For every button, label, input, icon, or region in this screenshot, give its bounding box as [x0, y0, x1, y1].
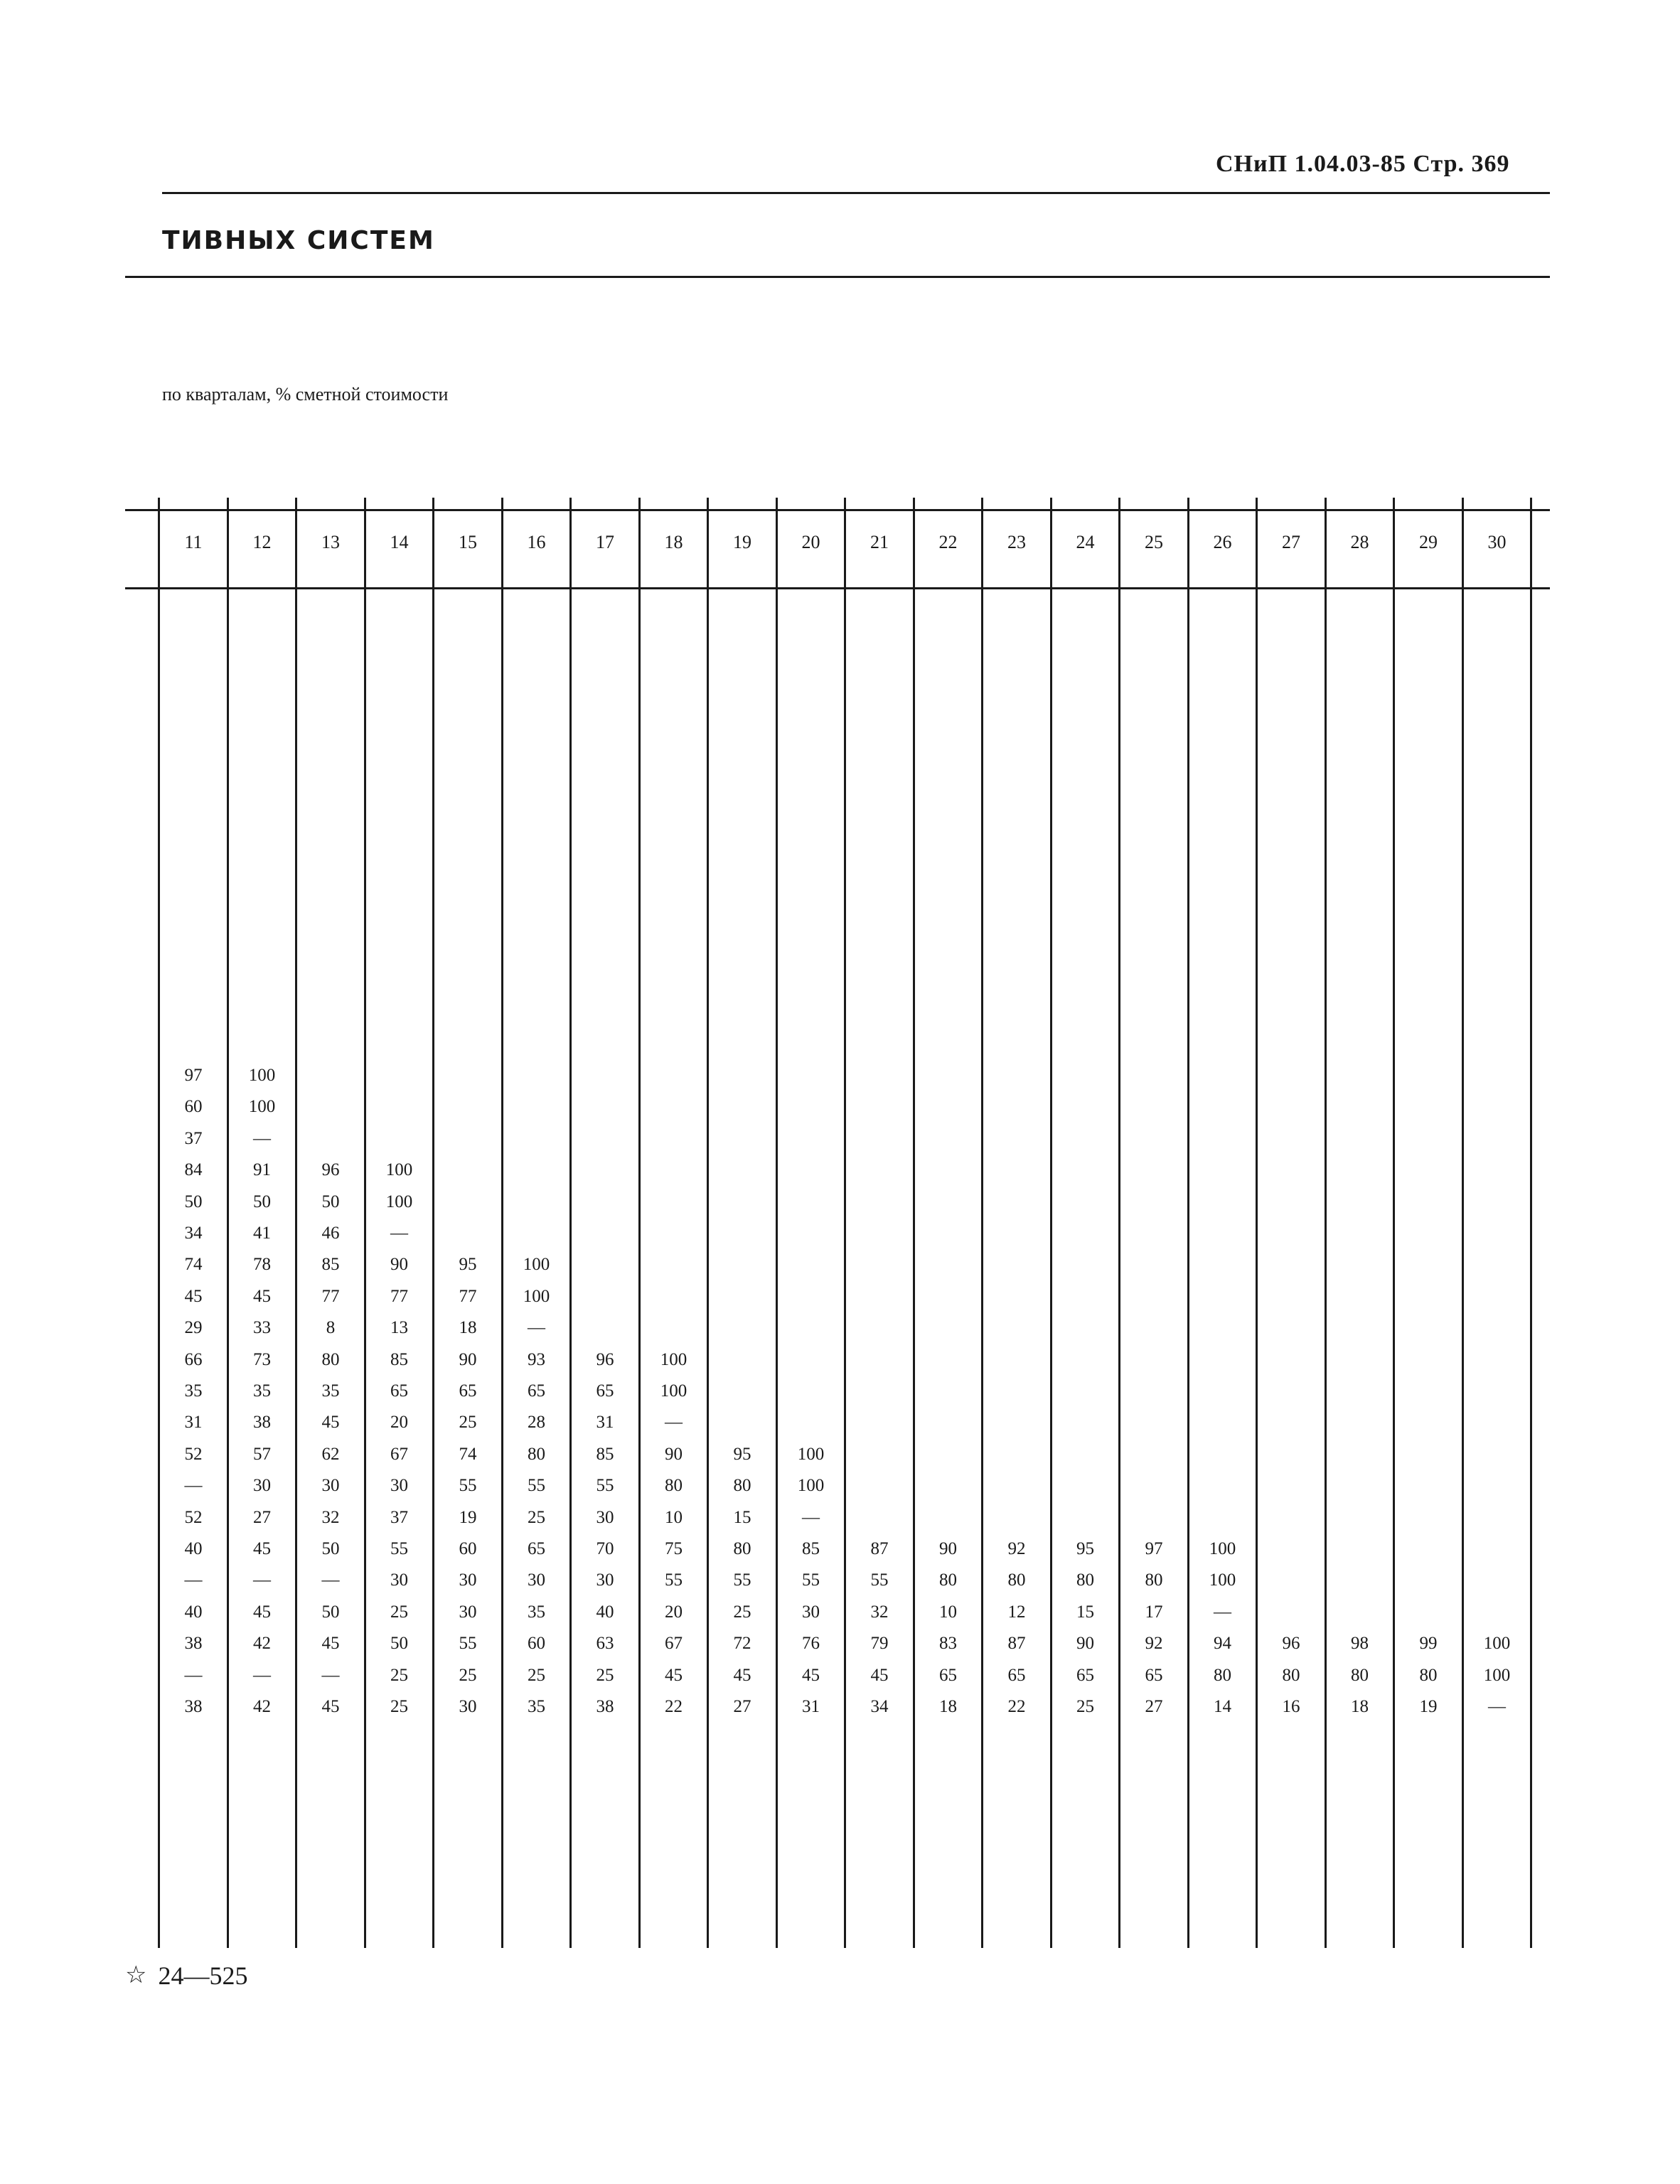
- table-cell: 80: [733, 1539, 751, 1558]
- table-cell: 31: [596, 1413, 614, 1433]
- table-cell: 80: [528, 1444, 545, 1464]
- table-cell: —: [1488, 1697, 1506, 1716]
- table-cell: 55: [802, 1570, 820, 1590]
- table-cell: 96: [1282, 1634, 1300, 1654]
- table-cell: 67: [665, 1634, 683, 1654]
- table-cell: 38: [596, 1697, 614, 1716]
- table-cell: 52: [184, 1507, 203, 1527]
- table-cell: 70: [596, 1539, 614, 1558]
- table-cell: 95: [1076, 1539, 1094, 1558]
- table-cell: 77: [459, 1286, 477, 1306]
- table-cell: 76: [802, 1634, 820, 1654]
- table-cell: 38: [253, 1413, 271, 1433]
- table-cell: 78: [253, 1255, 271, 1275]
- table-cell: 27: [733, 1697, 751, 1716]
- table-top-rule: [125, 509, 1550, 511]
- table-cell: 41: [253, 1224, 271, 1243]
- table-cell: 30: [253, 1476, 271, 1496]
- table-cell: 65: [1145, 1665, 1163, 1685]
- table-cell: 57: [253, 1444, 271, 1464]
- table-cell: 45: [733, 1665, 751, 1685]
- table-cell: 25: [390, 1602, 408, 1622]
- table-cell: 99: [1419, 1634, 1438, 1654]
- table-cell: 22: [1007, 1697, 1026, 1716]
- table-cell: 45: [253, 1539, 271, 1558]
- table-cell: 35: [253, 1381, 271, 1401]
- table-cell: 18: [939, 1697, 957, 1716]
- table-cell: 29: [184, 1318, 203, 1338]
- table-cell: 80: [321, 1349, 340, 1369]
- table-cell: 74: [184, 1255, 203, 1275]
- table-cell: 46: [321, 1224, 340, 1243]
- table-cell: 92: [1145, 1634, 1163, 1654]
- table-cell: 66: [184, 1349, 203, 1369]
- table-cell: 77: [321, 1286, 340, 1306]
- table-cell: 65: [596, 1381, 614, 1401]
- table-cell: 87: [870, 1539, 889, 1558]
- table-cell: 40: [596, 1602, 614, 1622]
- table-cell: 19: [459, 1507, 477, 1527]
- table-cell: 45: [253, 1602, 271, 1622]
- table-cell: 77: [390, 1286, 408, 1306]
- table-cell: 97: [184, 1066, 203, 1085]
- table-cell: 25: [459, 1665, 477, 1685]
- table-cell: 27: [253, 1507, 271, 1527]
- table-cell: 87: [1007, 1634, 1026, 1654]
- column-divider: [913, 498, 915, 1948]
- table-cell: 95: [459, 1255, 477, 1275]
- table-cell: 92: [1007, 1539, 1026, 1558]
- table-cell: 100: [385, 1192, 413, 1211]
- table-cell: 52: [184, 1444, 203, 1464]
- table-cell: 100: [1483, 1665, 1511, 1685]
- table-cell: 100: [248, 1066, 276, 1085]
- table-cell: 25: [528, 1665, 545, 1685]
- table-cell: 37: [184, 1128, 203, 1148]
- table-cell: 25: [459, 1413, 477, 1433]
- table-cell: 80: [1419, 1665, 1438, 1685]
- table-cell: 50: [390, 1634, 408, 1654]
- table-cell: 85: [596, 1444, 614, 1464]
- table-cell: 35: [528, 1697, 545, 1716]
- table-cell: 90: [459, 1349, 477, 1369]
- table-cell: 96: [321, 1160, 340, 1180]
- column-header: 22: [938, 532, 958, 552]
- table-cell: 34: [870, 1697, 889, 1716]
- table-cell: 40: [184, 1539, 203, 1558]
- table-cell: 20: [665, 1602, 683, 1622]
- table-cell: 62: [321, 1444, 340, 1464]
- table-cell: 50: [321, 1192, 340, 1211]
- column-header: 20: [801, 532, 820, 552]
- column-divider: [1462, 498, 1464, 1948]
- table-cell: 30: [321, 1476, 340, 1496]
- table-cell: 100: [660, 1381, 687, 1401]
- table-cell: 91: [253, 1160, 271, 1180]
- header-rule: [162, 192, 1550, 194]
- table-cell: 30: [459, 1570, 477, 1590]
- table-cell: 38: [184, 1634, 203, 1654]
- table-cell: 65: [1007, 1665, 1026, 1685]
- column-divider: [844, 498, 846, 1948]
- table-cell: 27: [1145, 1697, 1163, 1716]
- table-cell: 25: [596, 1665, 614, 1685]
- column-divider: [638, 498, 641, 1948]
- table-cell: 35: [528, 1602, 545, 1622]
- table-cell: 38: [184, 1697, 203, 1716]
- table-cell: 31: [184, 1413, 203, 1433]
- table-cell: 55: [459, 1476, 477, 1496]
- table-cell: 100: [523, 1286, 550, 1306]
- table-cell: 80: [733, 1476, 751, 1496]
- table-cell: 30: [596, 1570, 614, 1590]
- table-cell: —: [253, 1570, 271, 1590]
- table-cell: 65: [939, 1665, 957, 1685]
- table-cell: 28: [528, 1413, 545, 1433]
- table-header-rule: [125, 587, 1550, 589]
- table-cell: 55: [596, 1476, 614, 1496]
- column-divider: [1530, 498, 1532, 1948]
- table-cell: 94: [1214, 1634, 1231, 1654]
- table-cell: 30: [459, 1697, 477, 1716]
- table-cell: 17: [1145, 1602, 1163, 1622]
- table-cell: 10: [939, 1602, 957, 1622]
- table-cell: 30: [596, 1507, 614, 1527]
- table-cell: 10: [665, 1507, 683, 1527]
- table-cell: 55: [390, 1539, 408, 1558]
- column-header: 27: [1282, 532, 1300, 552]
- table-cell: 72: [733, 1634, 751, 1654]
- table-cell: 65: [390, 1381, 408, 1401]
- table-cell: 42: [253, 1697, 271, 1716]
- table-cell: —: [321, 1665, 340, 1685]
- table-cell: 45: [321, 1634, 340, 1654]
- table-cell: —: [1214, 1602, 1231, 1622]
- table-cell: 50: [321, 1602, 340, 1622]
- column-header: 24: [1076, 532, 1095, 552]
- column-divider: [569, 498, 572, 1948]
- table-cell: 12: [1007, 1602, 1026, 1622]
- table-cell: 45: [184, 1286, 203, 1306]
- table-cell: 15: [733, 1507, 751, 1527]
- column-header: 21: [870, 532, 889, 552]
- table-cell: 15: [1076, 1602, 1094, 1622]
- table-cell: 55: [733, 1570, 751, 1590]
- column-divider: [981, 498, 983, 1948]
- table-cell: 50: [184, 1192, 203, 1211]
- table-cell: 83: [939, 1634, 957, 1654]
- title-rule: [125, 276, 1550, 278]
- footer: [125, 1961, 247, 1991]
- table-cell: 100: [248, 1097, 276, 1117]
- sheet-ref: 24—525: [158, 1961, 248, 1990]
- table-cell: 18: [459, 1318, 477, 1338]
- column-divider: [776, 498, 778, 1948]
- table-cell: 30: [802, 1602, 820, 1622]
- table-cell: 35: [321, 1381, 340, 1401]
- table-cell: 98: [1351, 1634, 1369, 1654]
- table-cell: 30: [390, 1476, 408, 1496]
- table-cell: —: [253, 1665, 271, 1685]
- column-header: 25: [1145, 532, 1163, 552]
- table-cell: 32: [321, 1507, 340, 1527]
- table-cell: 65: [528, 1381, 545, 1401]
- table-cell: 60: [459, 1539, 477, 1558]
- table-cell: 30: [459, 1602, 477, 1622]
- table-cell: 30: [390, 1570, 408, 1590]
- table-cell: —: [184, 1665, 203, 1685]
- column-header: 29: [1419, 532, 1438, 552]
- table-cell: 42: [253, 1634, 271, 1654]
- column-header: 30: [1487, 532, 1507, 552]
- table-cell: —: [802, 1507, 820, 1527]
- table-cell: —: [528, 1318, 545, 1338]
- table-cell: 100: [797, 1444, 825, 1464]
- table-cell: 97: [1145, 1539, 1163, 1558]
- table-cell: 85: [390, 1349, 408, 1369]
- table-cell: 100: [660, 1349, 687, 1369]
- table-cell: 45: [321, 1413, 340, 1433]
- table-cell: 85: [321, 1255, 340, 1275]
- table-cell: 50: [321, 1539, 340, 1558]
- table-cell: —: [184, 1570, 203, 1590]
- table-cell: 90: [939, 1539, 957, 1558]
- table-cell: 79: [870, 1634, 889, 1654]
- table-cell: —: [665, 1413, 683, 1433]
- table-cell: 63: [596, 1634, 614, 1654]
- table-cell: 18: [1351, 1697, 1369, 1716]
- table-cell: 16: [1282, 1697, 1300, 1716]
- table-cell: 80: [939, 1570, 957, 1590]
- table-cell: 33: [253, 1318, 271, 1338]
- table-cell: —: [390, 1224, 408, 1243]
- table-cell: 55: [870, 1570, 889, 1590]
- table-cell: 100: [1483, 1634, 1511, 1654]
- table-cell: 20: [390, 1413, 408, 1433]
- table-cell: 25: [528, 1507, 545, 1527]
- column-header: 17: [596, 532, 614, 552]
- table-cell: 55: [459, 1634, 477, 1654]
- table-cell: 90: [665, 1444, 683, 1464]
- table-cell: —: [321, 1570, 340, 1590]
- table-cell: 22: [665, 1697, 683, 1716]
- table-subtitle: по кварталам, % сметной стоимости: [162, 384, 449, 405]
- column-header: 11: [184, 532, 203, 552]
- table-cell: 8: [326, 1318, 336, 1338]
- table-cell: 90: [1076, 1634, 1094, 1654]
- column-divider: [1256, 498, 1258, 1948]
- table-cell: 80: [1214, 1665, 1231, 1685]
- table-cell: 25: [1076, 1697, 1094, 1716]
- table-cell: 40: [184, 1602, 203, 1622]
- table-cell: 100: [523, 1255, 550, 1275]
- column-header: 26: [1213, 532, 1232, 552]
- table-cell: 100: [797, 1476, 825, 1496]
- table-cell: 85: [802, 1539, 820, 1558]
- table-cell: 80: [1007, 1570, 1026, 1590]
- column-header: 16: [527, 532, 546, 552]
- table-cell: 60: [184, 1097, 203, 1117]
- table-cell: 96: [596, 1349, 614, 1369]
- column-header: 13: [321, 532, 340, 552]
- table-cell: 45: [253, 1286, 271, 1306]
- table-cell: 100: [385, 1160, 413, 1180]
- table-cell: 55: [528, 1476, 545, 1496]
- table-cell: 45: [870, 1665, 889, 1685]
- table-cell: 73: [253, 1349, 271, 1369]
- table-cell: 31: [802, 1697, 820, 1716]
- table-cell: 45: [665, 1665, 683, 1685]
- table-cell: 65: [528, 1539, 545, 1558]
- table-cell: 80: [1351, 1665, 1369, 1685]
- table-cell: 84: [184, 1160, 203, 1180]
- table-cell: 37: [390, 1507, 408, 1527]
- table-cell: 13: [390, 1318, 408, 1338]
- table-cell: 25: [390, 1665, 408, 1685]
- table-cell: 60: [528, 1634, 545, 1654]
- column-header: 12: [252, 532, 272, 552]
- table-cell: 65: [1076, 1665, 1094, 1685]
- table-cell: 95: [733, 1444, 751, 1464]
- column-divider: [1393, 498, 1395, 1948]
- column-divider: [1187, 498, 1189, 1948]
- table-cell: 93: [528, 1349, 545, 1369]
- column-divider: [1118, 498, 1120, 1948]
- column-header: 18: [664, 532, 683, 552]
- table-cell: 74: [459, 1444, 477, 1464]
- table-cell: 80: [665, 1476, 683, 1496]
- table-cell: 65: [459, 1381, 477, 1401]
- column-divider: [501, 498, 503, 1948]
- table-cell: 67: [390, 1444, 408, 1464]
- table-cell: 100: [1209, 1539, 1236, 1558]
- table-cell: 90: [390, 1255, 408, 1275]
- column-header: 23: [1007, 532, 1026, 552]
- table-cell: 80: [1145, 1570, 1163, 1590]
- column-divider: [707, 498, 709, 1948]
- table-cell: 45: [802, 1665, 820, 1685]
- table-cell: 50: [253, 1192, 271, 1211]
- column-header: 14: [390, 532, 409, 552]
- table-cell: 80: [1076, 1570, 1094, 1590]
- table-cell: 100: [1209, 1570, 1236, 1590]
- column-header: 15: [459, 532, 477, 552]
- column-header: 19: [733, 532, 751, 552]
- page-header: СНиП 1.04.03-85 Стр. 369: [1216, 151, 1510, 177]
- table-cell: 25: [733, 1602, 751, 1622]
- table-cell: 19: [1419, 1697, 1438, 1716]
- table-cell: 75: [665, 1539, 683, 1558]
- table-cell: —: [184, 1476, 203, 1496]
- table-cell: 32: [870, 1602, 889, 1622]
- column-divider: [1325, 498, 1327, 1948]
- table-cell: 55: [665, 1570, 683, 1590]
- table-cell: 14: [1214, 1697, 1231, 1716]
- table-cell: 80: [1282, 1665, 1300, 1685]
- table-cell: 25: [390, 1697, 408, 1716]
- table-cell: 34: [184, 1224, 203, 1243]
- column-divider: [1050, 498, 1052, 1948]
- section-title: ТИВНЫХ СИСТЕМ: [162, 226, 435, 255]
- table-cell: 45: [321, 1697, 340, 1716]
- column-header: 28: [1350, 532, 1369, 552]
- table-cell: 30: [528, 1570, 545, 1590]
- table-cell: 35: [184, 1381, 203, 1401]
- table-cell: —: [253, 1128, 271, 1148]
- star-outline-icon: ☆: [125, 1962, 147, 1988]
